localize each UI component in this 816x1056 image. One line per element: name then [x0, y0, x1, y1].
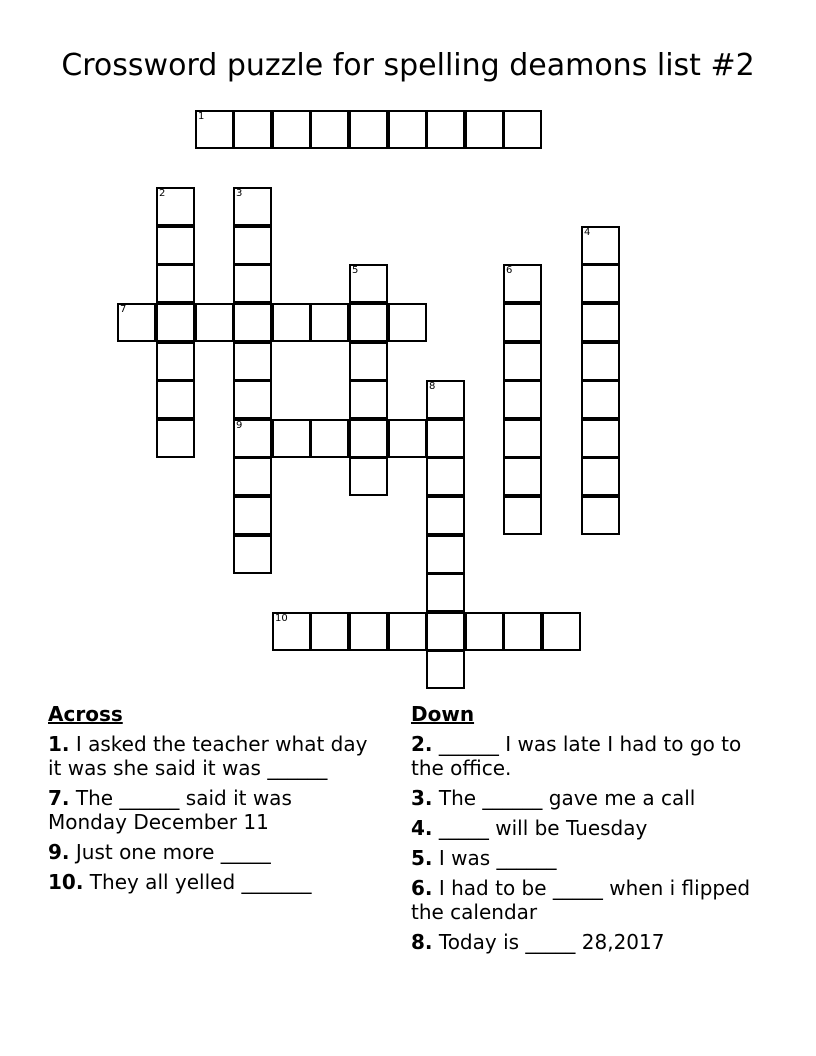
clue-text: The ______ gave me a call [432, 786, 696, 810]
cell-number: 2 [159, 188, 166, 199]
clue-number: 10. [48, 870, 84, 894]
grid-cell[interactable] [310, 612, 349, 651]
grid-cell[interactable] [156, 419, 195, 458]
grid-cell[interactable] [388, 303, 427, 342]
grid-cell[interactable] [310, 303, 349, 342]
clue-number: 8. [411, 930, 433, 954]
grid-cell[interactable] [233, 342, 272, 381]
grid-cell[interactable] [426, 457, 465, 496]
clue-text: I asked the teacher what day it was she said it was ______ [48, 732, 368, 780]
grid-cell[interactable] [581, 457, 620, 496]
grid-cell[interactable] [426, 650, 465, 689]
grid-cell[interactable] [272, 303, 311, 342]
grid-cell[interactable] [388, 419, 427, 458]
grid-cell[interactable] [233, 110, 272, 149]
clue-text: I had to be _____ when i flipped the calendar [411, 876, 751, 924]
grid-cell[interactable] [503, 110, 542, 149]
grid-cell[interactable] [272, 110, 311, 149]
clue-across-7 [48, 786, 368, 834]
grid-cell[interactable] [156, 187, 195, 226]
cell-number: 5 [352, 265, 359, 276]
clue-text: I was ______ [432, 846, 557, 870]
grid-cell[interactable] [272, 419, 311, 458]
grid-cell[interactable] [581, 380, 620, 419]
clue-number: 2. [411, 732, 433, 756]
cell-number: 7 [120, 304, 127, 315]
across-clues [48, 702, 368, 900]
grid-cell[interactable] [233, 226, 272, 265]
grid-cell[interactable] [349, 264, 388, 303]
grid-cell[interactable] [503, 419, 542, 458]
grid-cell[interactable] [195, 303, 234, 342]
grid-cell[interactable] [465, 612, 504, 651]
grid-cell[interactable] [426, 110, 465, 149]
grid-cell[interactable] [310, 419, 349, 458]
clue-text: ______ I was late I had to go to the office. [411, 732, 742, 780]
clue-number: 3. [411, 786, 433, 810]
down-heading: Down [411, 702, 475, 726]
clue-across-9 [48, 840, 368, 864]
grid-cell[interactable] [349, 457, 388, 496]
grid-cell[interactable] [349, 303, 388, 342]
grid-cell[interactable] [426, 535, 465, 574]
grid-cell[interactable] [233, 380, 272, 419]
grid-cell[interactable] [581, 226, 620, 265]
grid-cell[interactable] [233, 303, 272, 342]
grid-cell[interactable] [233, 187, 272, 226]
clue-number: 1. [48, 732, 70, 756]
clue-number: 5. [411, 846, 433, 870]
clue-down-3 [411, 786, 751, 810]
grid-cell[interactable] [156, 264, 195, 303]
grid-cell[interactable] [233, 535, 272, 574]
grid-cell[interactable] [233, 457, 272, 496]
grid-cell[interactable] [503, 496, 542, 535]
grid-cell[interactable] [426, 380, 465, 419]
grid-cell[interactable] [195, 110, 234, 149]
cell-number: 4 [584, 227, 591, 238]
grid-cell[interactable] [349, 612, 388, 651]
clue-text: Just one more _____ [69, 840, 271, 864]
grid-cell[interactable] [426, 573, 465, 612]
clue-number: 4. [411, 816, 433, 840]
grid-cell[interactable] [465, 110, 504, 149]
grid-cell[interactable] [503, 457, 542, 496]
grid-cell[interactable] [503, 380, 542, 419]
clue-down-4 [411, 816, 751, 840]
grid-cell[interactable] [156, 380, 195, 419]
grid-cell[interactable] [426, 419, 465, 458]
grid-cell[interactable] [349, 380, 388, 419]
grid-cell[interactable] [156, 226, 195, 265]
clue-down-8 [411, 930, 751, 954]
cell-number: 8 [429, 381, 436, 392]
grid-cell[interactable] [310, 110, 349, 149]
page-title: Crossword puzzle for spelling deamons list #2 [61, 48, 755, 83]
clue-text: They all yelled _______ [83, 870, 312, 894]
clue-number: 6. [411, 876, 433, 900]
grid-cell[interactable] [581, 342, 620, 381]
grid-cell[interactable] [503, 303, 542, 342]
grid-cell[interactable] [581, 496, 620, 535]
grid-cell[interactable] [156, 303, 195, 342]
cell-number: 9 [236, 420, 243, 431]
grid-cell[interactable] [426, 612, 465, 651]
grid-cell[interactable] [581, 303, 620, 342]
clue-number: 9. [48, 840, 70, 864]
clue-down-2 [411, 732, 751, 780]
grid-cell[interactable] [272, 612, 311, 651]
cell-number: 1 [198, 111, 205, 122]
grid-cell[interactable] [156, 342, 195, 381]
grid-cell[interactable] [349, 342, 388, 381]
clue-text: Today is _____ 28,2017 [432, 930, 665, 954]
grid-cell[interactable] [388, 612, 427, 651]
grid-cell[interactable] [349, 110, 388, 149]
cell-number: 10 [275, 613, 288, 624]
clue-text: The ______ said it was Monday December 11 [48, 786, 292, 834]
grid-cell[interactable] [542, 612, 581, 651]
grid-cell[interactable] [117, 303, 156, 342]
grid-cell[interactable] [233, 419, 272, 458]
grid-cell[interactable] [581, 264, 620, 303]
clue-across-1 [48, 732, 368, 780]
clue-text: _____ will be Tuesday [432, 816, 648, 840]
grid-cell[interactable] [581, 419, 620, 458]
grid-cell[interactable] [349, 419, 388, 458]
clue-down-6 [411, 876, 751, 924]
clue-across-10 [48, 870, 368, 894]
cell-number: 6 [506, 265, 513, 276]
down-clues [411, 702, 751, 960]
grid-cell[interactable] [233, 496, 272, 535]
grid-cell[interactable] [503, 342, 542, 381]
clue-down-5 [411, 846, 751, 870]
grid-cell[interactable] [503, 264, 542, 303]
grid-cell[interactable] [503, 612, 542, 651]
grid-cell[interactable] [426, 496, 465, 535]
cell-number: 3 [236, 188, 243, 199]
grid-cell[interactable] [388, 110, 427, 149]
clue-number: 7. [48, 786, 70, 810]
across-heading: Across [48, 702, 123, 726]
grid-cell[interactable] [233, 264, 272, 303]
